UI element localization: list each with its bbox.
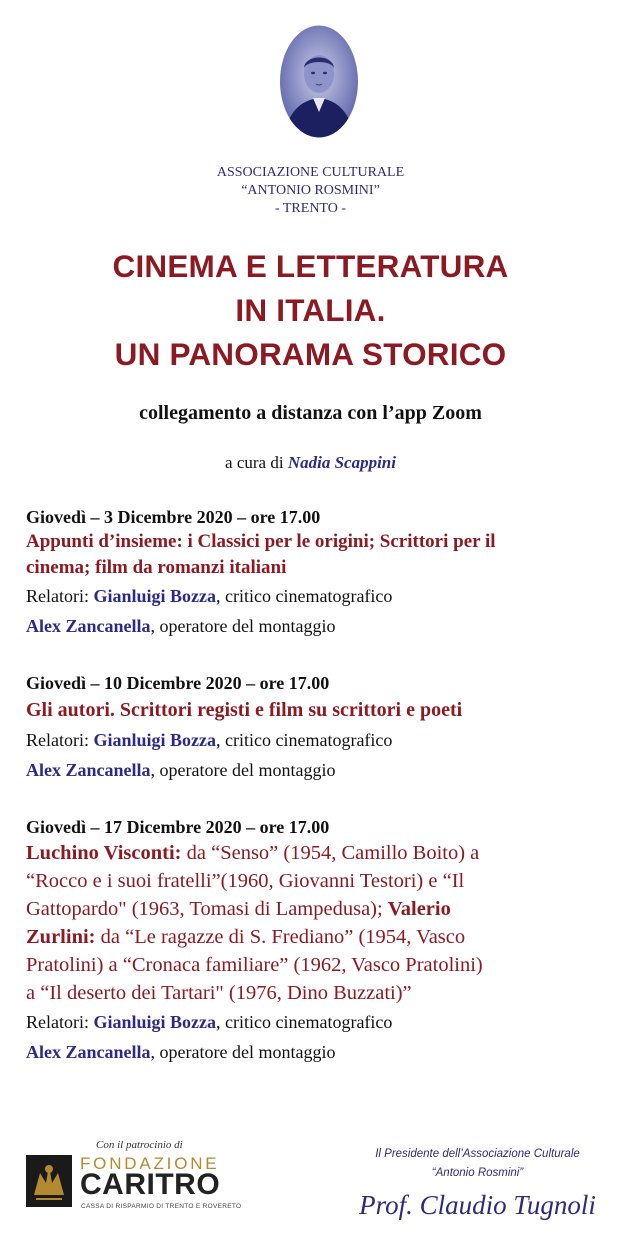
event-topic-line: Pratolini) a “Cronaca familiare” (1962, Vasco Pratolini) <box>26 954 483 976</box>
speaker-role: , operatore del montaggio <box>150 616 336 636</box>
event-3 <box>26 815 601 1067</box>
subtitle: collegamento a distanza con l’app Zoom <box>139 402 482 424</box>
sponsor-block <box>26 1139 246 1219</box>
speaker-name: Alex Zancanella <box>26 1042 151 1062</box>
event-topic-line <box>26 895 601 923</box>
speaker-name: Alex Zancanella <box>26 760 151 780</box>
patronage-label: Con il patrocinio di <box>96 1139 183 1151</box>
president-association: “Antonio Rosmini” <box>431 1167 524 1179</box>
curator-line <box>0 453 621 473</box>
curator-name: Nadia Scappini <box>287 453 396 472</box>
speakers-line <box>26 725 601 755</box>
speakers-line <box>26 1007 601 1037</box>
event-topic-line: “Rocco e i suoi fratelli”(1960, Giovanni Testori) e “Il <box>26 870 465 892</box>
speakers-label: Relatori: <box>26 586 89 606</box>
logo-caritro: CARITRO <box>80 1168 221 1201</box>
event-date: Giovedì – 3 Dicembre 2020 – ore 17.00 <box>26 507 321 527</box>
director-name: Zurlini: <box>26 926 96 948</box>
topic-text: da “Senso” (1954, Camillo Boito) a <box>181 842 480 864</box>
event-date: Giovedì – 10 Dicembre 2020 – ore 17.00 <box>26 673 330 693</box>
logo-fondazione: FONDAZIONE <box>80 1154 220 1173</box>
speaker-name: Gianluigi Bozza <box>93 1012 216 1032</box>
event-topic-block <box>26 839 601 1007</box>
speaker-role: , critico cinematografico <box>216 1012 393 1032</box>
president-block <box>350 1145 605 1183</box>
title-line-2: IN ITALIA. <box>235 292 386 328</box>
speakers-line <box>26 581 601 611</box>
speakers-line <box>26 755 601 785</box>
president-title: Il Presidente dell’Associazione Culturale <box>375 1148 580 1160</box>
event-date: Giovedì – 17 Dicembre 2020 – ore 17.00 <box>26 817 330 837</box>
speakers-label: Relatori: <box>26 730 89 750</box>
association-city: - TRENTO - <box>274 201 347 216</box>
speakers-label: Relatori: <box>26 1012 89 1032</box>
topic-text: da “Le ragazze di S. Frediano” (1954, Vasco <box>95 926 466 948</box>
title-line-1: CINEMA E LETTERATURA <box>112 248 509 284</box>
director-name: Valerio <box>387 898 451 920</box>
speaker-role: , critico cinematografico <box>216 730 393 750</box>
speaker-name: Gianluigi Bozza <box>93 730 216 750</box>
speakers-line <box>26 611 601 641</box>
director-name: Luchino Visconti: <box>26 842 182 864</box>
speaker-name: Gianluigi Bozza <box>93 586 216 606</box>
association-name: ASSOCIAZIONE CULTURALE <box>216 165 405 180</box>
event-2 <box>26 671 601 785</box>
topic-text: Gattopardo" (1963, Tomasi di Lampedusa); <box>26 898 388 920</box>
event-topic-line <box>26 923 601 951</box>
curator-prefix: a cura di <box>225 453 284 472</box>
rosmini-portrait <box>279 24 359 139</box>
speaker-role: , operatore del montaggio <box>150 760 336 780</box>
event-topic-line: Gli autori. Scrittori registi e film su scrittori e poeti <box>26 699 463 721</box>
association-rosmini: “ANTONIO ROSMINI” <box>241 183 380 198</box>
speakers-line <box>26 1037 601 1067</box>
president-signature: Prof. Claudio Tugnoli <box>359 1190 596 1220</box>
event-topic-line: a “Il deserto dei Tartari" (1976, Dino Buzzati)” <box>26 982 412 1004</box>
caritro-eagle-icon <box>26 1155 72 1207</box>
event-topic-line <box>26 839 601 867</box>
event-1 <box>26 505 601 641</box>
event-topic-line: cinema; film da romanzi italiani <box>26 557 287 578</box>
event-topic-line: Appunti d’insieme: i Classici per le origini; Scrittori per il <box>26 531 496 552</box>
title-line-3: UN PANORAMA STORICO <box>114 336 507 372</box>
speaker-role: , critico cinematografico <box>216 586 393 606</box>
speaker-role: , operatore del montaggio <box>150 1042 336 1062</box>
logo-cassa: CASSA DI RISPARMIO DI TRENTO E ROVERETO <box>81 1203 242 1210</box>
speaker-name: Alex Zancanella <box>26 616 151 636</box>
